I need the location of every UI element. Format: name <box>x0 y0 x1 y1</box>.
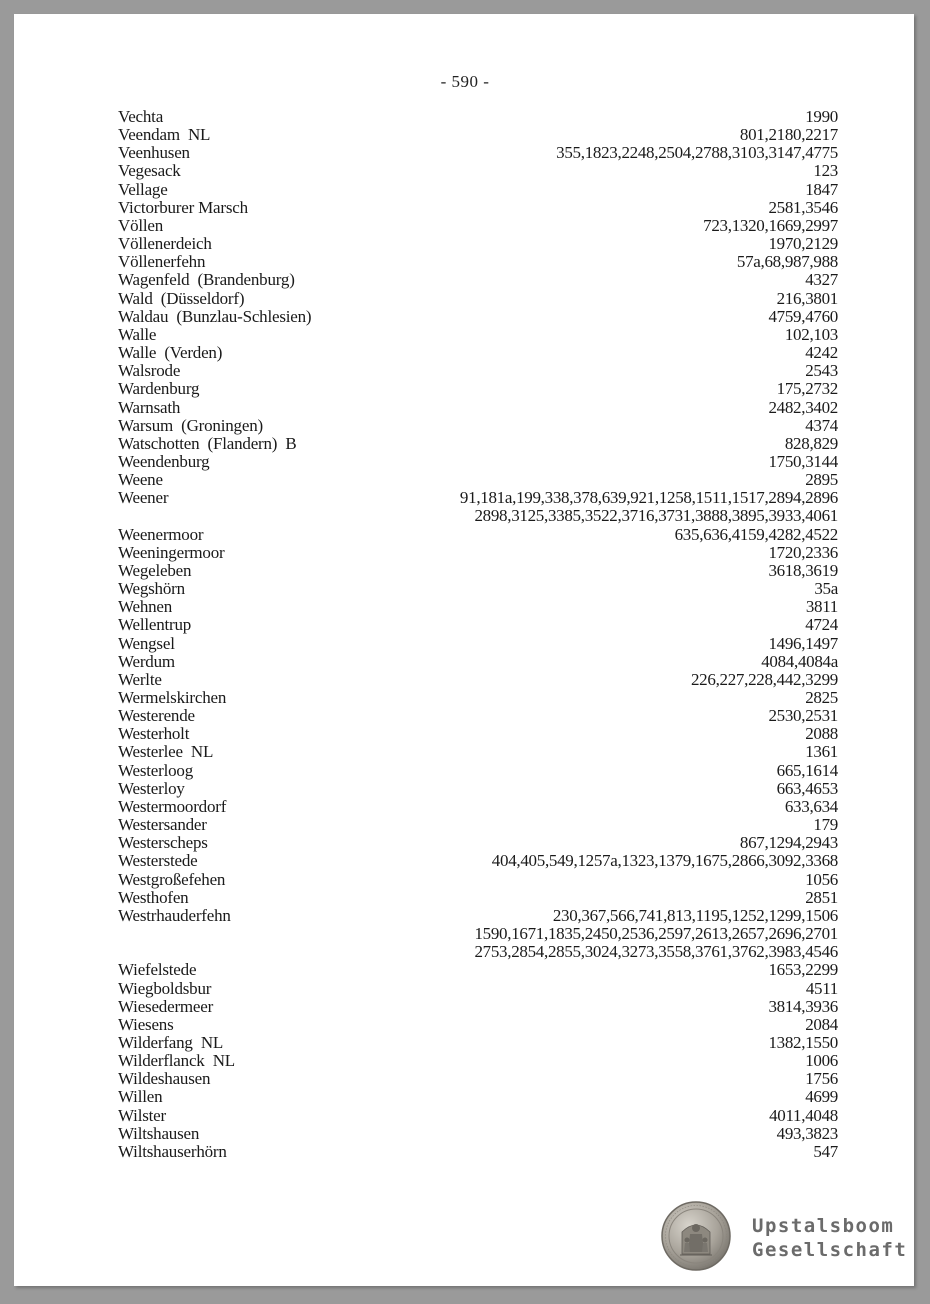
index-entry <box>118 253 838 271</box>
index-entry <box>118 271 838 289</box>
reference-line: 4724 <box>805 615 838 635</box>
index-entry <box>118 344 838 362</box>
reference-line: 1382,1550 <box>768 1032 838 1052</box>
reference-line: 1756 <box>805 1069 838 1089</box>
index-entry <box>118 162 838 180</box>
place-name: Wermelskirchen <box>118 688 227 707</box>
place-name: Westerende <box>118 706 195 726</box>
reference-numbers <box>805 743 838 761</box>
reference-line: 663,4653 <box>776 778 838 798</box>
place-name: Völlen <box>118 215 164 235</box>
reference-numbers <box>768 998 838 1016</box>
place-name: Völlenerdeich <box>118 234 212 254</box>
place-name: Westgroßefehen <box>118 869 226 889</box>
reference-line: 3811 <box>805 597 838 617</box>
place-name: Waldau (Bunzlau-Schlesien) <box>118 306 312 326</box>
reference-line: 2851 <box>805 887 838 907</box>
index-entry <box>118 598 838 616</box>
reference-numbers <box>805 616 838 634</box>
place-name: Victorburer Marsch <box>118 197 248 217</box>
place-name: Wengsel <box>118 633 175 653</box>
place-name: Wiltshausen <box>118 1123 200 1143</box>
reference-line: 57a,68,987,988 <box>736 252 838 272</box>
index-entry <box>118 707 838 725</box>
society-logo <box>660 1200 910 1272</box>
place-name: Warsum (Groningen) <box>118 415 263 435</box>
place-name: Wiltshauserhörn <box>118 1141 227 1161</box>
place-name: Westerstede <box>118 851 198 871</box>
place-name: Vegesack <box>118 161 181 181</box>
reference-line: 2530,2531 <box>768 706 838 726</box>
reference-numbers <box>785 435 838 453</box>
index-entry <box>118 471 838 489</box>
reference-numbers <box>805 871 838 889</box>
reference-numbers <box>785 798 838 816</box>
place-name: Wegeleben <box>118 560 192 580</box>
reference-numbers <box>777 1125 838 1143</box>
index-entry <box>118 762 838 780</box>
reference-numbers <box>768 399 838 417</box>
reference-numbers <box>768 235 838 253</box>
reference-numbers <box>805 1016 838 1034</box>
reference-numbers <box>768 707 838 725</box>
reference-line: 1496,1497 <box>768 633 838 653</box>
reference-numbers <box>777 290 838 308</box>
reference-numbers <box>691 671 838 689</box>
place-name: Vechta <box>118 107 164 126</box>
place-name: Walle <box>118 324 157 344</box>
index-entry <box>118 308 838 326</box>
reference-line: 91,181a,199,338,378,639,921,1258,1511,1517,2894,2896 <box>459 488 838 508</box>
reference-numbers <box>460 489 838 525</box>
reference-numbers <box>492 852 838 870</box>
index-entry <box>118 435 838 453</box>
reference-line: 635,636,4159,4282,4522 <box>674 524 838 544</box>
reference-numbers <box>805 417 838 435</box>
reference-numbers <box>805 1088 838 1106</box>
reference-numbers <box>805 689 838 707</box>
place-name: Westerlee NL <box>118 742 214 762</box>
reference-line: 123 <box>813 161 838 181</box>
index-entry <box>118 1052 838 1070</box>
place-name: Westerloy <box>118 778 185 798</box>
seal-icon <box>660 1200 732 1272</box>
reference-line: 2895 <box>805 470 838 490</box>
reference-line: 3618,3619 <box>768 560 838 580</box>
place-name: Wiefelstede <box>118 960 197 980</box>
reference-line: 1847 <box>805 179 838 199</box>
index-entry <box>118 526 838 544</box>
place-index-list <box>118 108 838 1161</box>
reference-line: 2088 <box>805 724 838 744</box>
reference-line: 1653,2299 <box>768 960 838 980</box>
reference-line: 102,103 <box>784 324 838 344</box>
reference-numbers <box>675 526 838 544</box>
index-entry <box>118 217 838 235</box>
reference-numbers <box>805 108 838 126</box>
place-name: Walle (Verden) <box>118 343 223 363</box>
place-name: Wilster <box>118 1105 166 1125</box>
place-name: Willen <box>118 1087 163 1107</box>
reference-line: 801,2180,2217 <box>739 125 838 145</box>
reference-numbers <box>556 144 838 162</box>
reference-numbers <box>806 980 838 998</box>
index-entry <box>118 199 838 217</box>
reference-numbers <box>805 889 838 907</box>
place-name: Wildeshausen <box>118 1069 211 1089</box>
reference-numbers <box>814 580 838 598</box>
index-entry <box>118 834 838 852</box>
reference-line: 179 <box>813 815 838 835</box>
reference-numbers <box>777 380 838 398</box>
place-name: Veenhusen <box>118 143 190 163</box>
place-name: Wegshörn <box>118 579 185 599</box>
place-name: Weener <box>118 488 169 508</box>
index-entry <box>118 580 838 598</box>
place-name: Westersander <box>118 815 207 835</box>
reference-line: 2543 <box>805 361 838 381</box>
reference-line: 665,1614 <box>776 760 838 780</box>
reference-line: 2825 <box>805 688 838 707</box>
index-entry <box>118 653 838 671</box>
reference-line: 2581,3546 <box>768 197 838 217</box>
reference-line: 216,3801 <box>776 288 838 308</box>
reference-line: 1720,2336 <box>768 542 838 562</box>
index-entry <box>118 1125 838 1143</box>
place-name: Weeningermoor <box>118 542 225 562</box>
reference-numbers <box>768 562 838 580</box>
index-entry <box>118 126 838 144</box>
index-entry <box>118 181 838 199</box>
reference-numbers <box>805 1070 838 1088</box>
index-entry <box>118 562 838 580</box>
reference-line: 4759,4760 <box>768 306 838 326</box>
reference-line: 1056 <box>805 869 838 889</box>
reference-line: 4374 <box>805 415 838 435</box>
index-entry <box>118 961 838 979</box>
reference-line: 2084 <box>805 1014 838 1034</box>
place-name: Walsrode <box>118 361 181 381</box>
place-name: Westhofen <box>118 887 189 907</box>
index-entry <box>118 235 838 253</box>
reference-line: 493,3823 <box>776 1123 838 1143</box>
reference-line: 230,367,566,741,813,1195,1252,1299,1506 <box>552 905 838 925</box>
place-name: Wiesens <box>118 1014 174 1034</box>
reference-line: 226,227,228,442,3299 <box>690 669 838 689</box>
reference-numbers <box>806 598 838 616</box>
index-entry <box>118 144 838 162</box>
place-name: Wardenburg <box>118 379 200 399</box>
reference-numbers <box>777 762 838 780</box>
place-name: Weenermoor <box>118 524 204 544</box>
reference-numbers <box>740 834 838 852</box>
reference-numbers <box>785 326 838 344</box>
reference-numbers <box>805 1052 838 1070</box>
place-name: Westerloog <box>118 760 193 780</box>
reference-numbers <box>768 453 838 471</box>
index-entry <box>118 1088 838 1106</box>
index-entry <box>118 290 838 308</box>
index-entry <box>118 417 838 435</box>
reference-line: 2482,3402 <box>768 397 838 417</box>
reference-line: 2753,2854,2855,3024,3273,3558,3761,3762,3983,4546 <box>474 942 838 962</box>
reference-numbers <box>777 780 838 798</box>
reference-numbers <box>813 816 838 834</box>
reference-numbers <box>813 1143 838 1161</box>
reference-line: 4011,4048 <box>769 1105 838 1125</box>
reference-numbers <box>703 217 838 235</box>
index-entry <box>118 1143 838 1161</box>
reference-line: 4699 <box>805 1087 838 1107</box>
reference-numbers <box>805 344 838 362</box>
index-entry <box>118 380 838 398</box>
index-entry <box>118 980 838 998</box>
reference-line: 355,1823,2248,2504,2788,3103,3147,4775 <box>556 143 838 163</box>
place-name: Weendenburg <box>118 451 210 471</box>
reference-numbers <box>805 271 838 289</box>
index-entry <box>118 743 838 761</box>
index-entry <box>118 108 838 126</box>
place-name: Wilderflanck NL <box>118 1051 235 1071</box>
reference-numbers <box>737 253 838 271</box>
index-entry <box>118 798 838 816</box>
reference-numbers <box>805 362 838 380</box>
place-name: Westerscheps <box>118 833 208 853</box>
place-name: Watschotten (Flandern) B <box>118 433 297 453</box>
index-entry <box>118 998 838 1016</box>
reference-line: 4327 <box>805 270 838 290</box>
place-name: Wald (Düsseldorf) <box>118 288 245 308</box>
index-entry <box>118 489 838 525</box>
index-entry <box>118 907 838 961</box>
place-name: Völlenerfehn <box>118 252 206 272</box>
reference-numbers <box>805 725 838 743</box>
index-entry <box>118 453 838 471</box>
reference-line: 828,829 <box>784 433 838 453</box>
reference-line: 2898,3125,3385,3522,3716,3731,3888,3895,3933,4061 <box>474 506 838 526</box>
reference-numbers <box>768 1034 838 1052</box>
reference-numbers <box>768 544 838 562</box>
reference-line: 1590,1671,1835,2450,2536,2597,2613,2657,2696,2701 <box>474 924 838 944</box>
reference-line: 404,405,549,1257a,1323,1379,1675,2866,3092,3368 <box>491 851 838 871</box>
place-name: Westermoordorf <box>118 796 227 816</box>
reference-numbers <box>768 199 838 217</box>
place-name: Weene <box>118 470 163 490</box>
index-entry <box>118 399 838 417</box>
reference-numbers <box>761 653 838 671</box>
index-entry <box>118 635 838 653</box>
index-entry <box>118 871 838 889</box>
reference-numbers <box>740 126 838 144</box>
place-name: Warnsath <box>118 397 181 417</box>
place-name: Veendam NL <box>118 125 211 145</box>
reference-line: 1750,3144 <box>768 451 838 471</box>
index-entry <box>118 326 838 344</box>
place-name: Wiegboldsbur <box>118 978 212 998</box>
place-name: Wagenfeld (Brandenburg) <box>118 270 295 290</box>
reference-numbers <box>768 635 838 653</box>
place-name: Wehnen <box>118 597 173 617</box>
index-entry <box>118 1016 838 1034</box>
index-entry <box>118 616 838 634</box>
index-entry <box>118 889 838 907</box>
place-name: Westrhauderfehn <box>118 905 231 925</box>
reference-line: 1361 <box>805 742 838 762</box>
index-entry <box>118 852 838 870</box>
place-name: Wellentrup <box>118 615 192 635</box>
place-name: Werdum <box>118 651 175 671</box>
reference-line: 4242 <box>805 343 838 363</box>
reference-numbers <box>768 308 838 326</box>
reference-numbers <box>474 907 838 961</box>
place-name: Vellage <box>118 179 168 199</box>
society-name <box>752 1214 907 1262</box>
reference-line: 1970,2129 <box>768 234 838 254</box>
reference-line: 4511 <box>805 978 838 998</box>
index-entry <box>118 816 838 834</box>
page-number: - 590 - <box>440 72 490 91</box>
index-entry <box>118 544 838 562</box>
reference-numbers <box>769 1107 838 1125</box>
reference-numbers <box>805 181 838 199</box>
reference-numbers <box>813 162 838 180</box>
index-entry <box>118 362 838 380</box>
society-name-line1: Upstalsboom <box>752 1215 895 1237</box>
place-name: Werlte <box>118 669 162 689</box>
reference-line: 35a <box>814 579 838 599</box>
reference-numbers <box>805 471 838 489</box>
reference-line: 547 <box>813 1141 838 1161</box>
place-name: Wilderfang NL <box>118 1032 224 1052</box>
index-entry <box>118 1034 838 1052</box>
reference-line: 633,634 <box>784 796 838 816</box>
reference-line: 4084,4084a <box>761 651 838 671</box>
place-name: Westerholt <box>118 724 190 744</box>
index-entry <box>118 689 838 707</box>
reference-line: 867,1294,2943 <box>739 833 838 853</box>
index-entry <box>118 780 838 798</box>
reference-line: 175,2732 <box>776 379 838 399</box>
index-entry <box>118 1070 838 1088</box>
index-entry <box>118 671 838 689</box>
society-name-line2: Gesellschaft <box>752 1239 908 1261</box>
index-entry <box>118 1107 838 1125</box>
reference-line: 1006 <box>805 1051 838 1071</box>
index-entry <box>118 725 838 743</box>
place-name: Wiesedermeer <box>118 996 214 1016</box>
reference-numbers <box>768 961 838 979</box>
reference-line: 723,1320,1669,2997 <box>703 215 838 235</box>
reference-line: 1990 <box>805 107 838 126</box>
reference-line: 3814,3936 <box>768 996 838 1016</box>
